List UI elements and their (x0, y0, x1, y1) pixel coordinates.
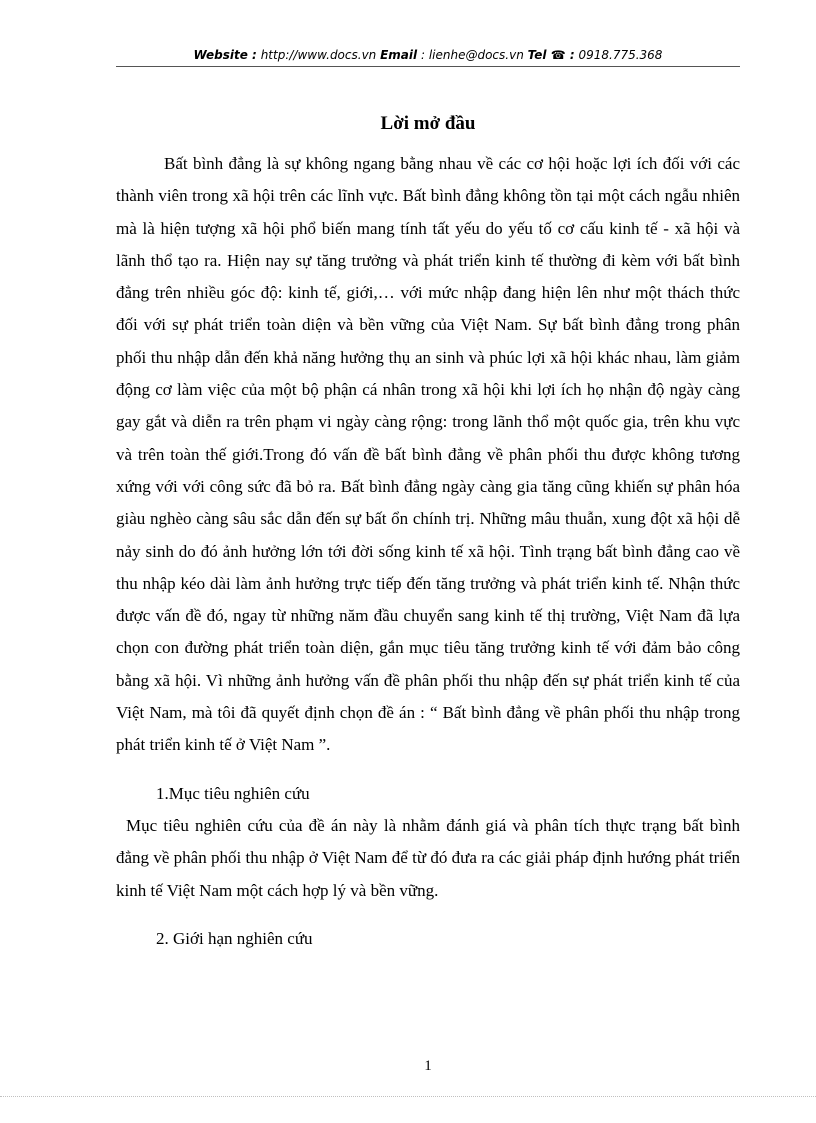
page-bottom-divider (0, 1096, 816, 1097)
intro-paragraph: Bất bình đẳng là sự không ngang bằng nhau về các cơ hội hoặc lợi ích đối với các thành viên trong xã hội trên các lĩnh vực. Bất bình đẳng không tồn tại một cách ngẫu nhiên mà là hiện tượng xã hội phổ biến mang tính tất yếu do yếu tố cơ cấu kinh tế - xã hội và lãnh thổ tạo ra. Hiện nay sự tăng trưởng và phát triển kinh tế thường đi kèm với bất bình đẳng trên nhiều góc độ: kinh tế, giới,… với mức nhập đang hiện lên như một thách thức đối với sự phát triển toàn diện và bền vững của Việt Nam. Sự bất bình đẳng trong phân phối thu nhập dẫn đến khả năng hưởng thụ an sinh và phúc lợi xã hội khác nhau, làm giảm động cơ làm việc của một bộ phận cá nhân trong xã hội khi lợi ích họ nhận độ ngày càng gay gắt và diễn ra trên phạm vi ngày càng rộng: trong lãnh thổ một quốc gia, trên khu vực và trên toàn thế giới.Trong đó vấn đề bất bình đẳng về phân phối thu được không tương xứng với với công sức đã bỏ ra. Bất bình đẳng ngày càng gia tăng cũng khiến sự phân hóa giàu nghèo càng sâu sắc dẫn đến sự bất ổn chính trị. Những mâu thuẫn, xung đột xã hội dễ nảy sinh do đó ảnh hưởng lớn tới đời sống kinh tế xã hội. Tình trạng bất bình đẳng cao về thu nhập kéo dài làm ảnh hưởng trực tiếp đến tăng trưởng và phát triển kinh tế. Nhận thức được vấn đề đó, ngay từ những năm đầu chuyển sang kinh tế thị trường, Việt Nam đã lựa chọn con đường phát triển toàn diện, gắn mục tiêu tăng trưởng kinh tế với đảm bảo công bằng xã hội. Vì những ảnh hưởng vấn đề phân phối thu nhập đến sự phát triển kinh tế của Việt Nam, mà tôi đã quyết định chọn đề án : “ Bất bình đẳng về phân phối thu nhập trong phát triển kinh tế ở Việt Nam ”. (116, 154, 740, 755)
tel-value: 0918.775.368 (578, 48, 663, 62)
email-label: Email (380, 48, 418, 62)
section-1-body: Mục tiêu nghiên cứu của đề án này là nhằm đánh giá và phân tích thực trạng bất bình đẳng về phân phối thu nhập ở Việt Nam để từ đó đưa ra các giải pháp định hướng phát triển kinh tế Việt Nam một cách hợp lý và bền vững. (116, 815, 740, 900)
section-2-heading: 2. Giới hạn nghiên cứu (156, 928, 313, 948)
page-header (116, 48, 740, 62)
website-label: Website : (193, 48, 257, 62)
header-divider (116, 66, 740, 67)
page-number: 1 (424, 1058, 432, 1074)
document-title: Lời mở đầu (380, 113, 476, 134)
document-body (116, 148, 740, 955)
email-value: : lienhe@docs.vn (420, 48, 524, 62)
website-url: http://www.docs.vn (260, 48, 377, 62)
tel-label: Tel ☎ : (527, 48, 575, 62)
section-1-heading: 1.Mục tiêu nghiên cứu (156, 783, 310, 803)
